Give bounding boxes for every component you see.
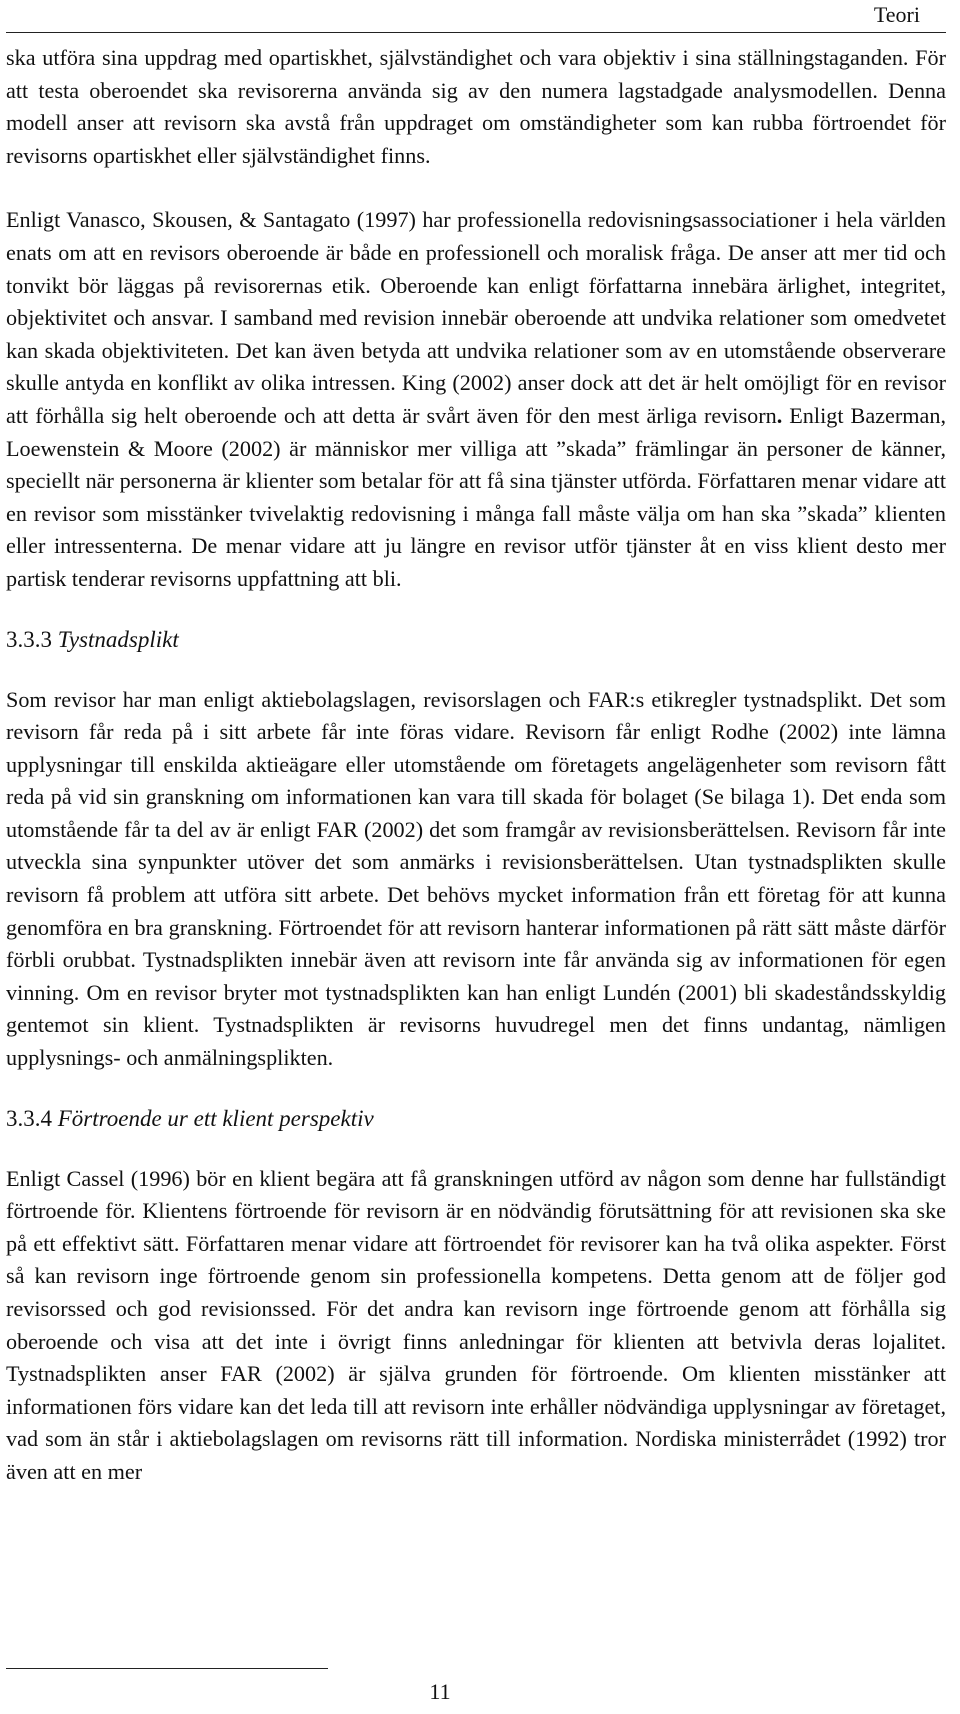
running-title: Teori bbox=[873, 2, 920, 27]
paragraph-oberoende-part-1: Enligt Vanasco, Skousen, & Santagato (1997) har professionella redovisningsassociationer i hela världen enats om att en revisors oberoende är både en professionell och moralisk fråga. De anser att mer tid och tonvikt bör läggas på revisorernas etik. Oberoende kan enligt författarna innebära ärlighet, integritet, objektivitet och ansvar. I samband med revision innebär oberoende att undvika relationer som omedvetet kan skada objektiviteten. Det kan även betyda att undvika relationer som av en utomstående observerare skulle antyda en konflikt av olika intressen. King (2002) anser dock att det är helt omöjligt för en revisor att förhålla sig helt oberoende och att detta är svårt även för den mest ärliga revisorn bbox=[6, 207, 946, 428]
footer-rule bbox=[6, 1668, 328, 1669]
page-content bbox=[6, 42, 946, 1489]
paragraph-oberoende-part-2: Enligt Bazerman, Loewenstein & Moore (2002) är människor mer villiga att ”skada” främlingar än personer de känner, speciellt när personerna är klienter som betalar för att få sina tjänster utförda. Författaren menar vidare att en revisor som misstänker tvivelaktig redovisning i många fall måste välja om han ska ”skada” klienten eller intressenterna. De menar vidare att ju längre en revisor utför tjänster åt en viss klient desto mer partisk tenderar revisorns uppfattning att bli. bbox=[6, 402, 946, 591]
section-spacer bbox=[6, 596, 946, 624]
page-number: 11 bbox=[429, 1679, 451, 1704]
paragraph-opartiskhet: ska utföra sina uppdrag med opartiskhet, självständighet och vara objektiv i sina ställningstaganden. För att testa oberoendet ska revisorerna använda sig av den numera lagstadgade analysmodellen. Denna modell anser att revisorn ska avstå från uppdraget om omständigheter som kan rubba förtroendet för revisorns opartiskhet eller självständighet finns. bbox=[6, 45, 946, 168]
section-number: 3.3.3 bbox=[6, 626, 52, 652]
header-rule bbox=[6, 32, 946, 33]
section-number: 3.3.4 bbox=[6, 1105, 52, 1131]
section-spacer bbox=[6, 656, 946, 684]
running-header bbox=[0, 0, 960, 34]
section-spacer bbox=[6, 1075, 946, 1103]
paragraph-oberoende bbox=[6, 204, 946, 595]
bold-period: . bbox=[776, 402, 783, 428]
paragraph-fortroende: Enligt Cassel (1996) bör en klient begära att få granskningen utförd av någon som denne har fullständigt förtroende för. Klientens förtroende för revisorn är en nödvändig förutsättning för att revisionen ska ske på ett effektivt sätt. Författaren menar vidare att förtroendet för revisorer kan ha två olika aspekter. Först så kan revisorn inge förtroende genom sin professionella kompetens. Detta genom att de följer god revisorssed och god revisionssed. För det andra kan revisorn inge förtroende genom att förhålla sig oberoende och visa att det inte i övrigt finns anledningar för klienten att betvivla deras lojalitet. Tystnadsplikten anser FAR (2002) är själva grunden för förtroende. Om klienten misstänker att informationen förs vidare kan det leda till att revisorn inte erhåller nödvändiga upplysningar av företaget, vad som än står i aktiebolagslagen om revisorns rätt till information. Nordiska ministerrådet (1992) tror även att en mer bbox=[6, 1165, 946, 1484]
section-heading-fortroende bbox=[6, 1103, 946, 1135]
section-heading-tystnadsplikt bbox=[6, 624, 946, 656]
section-title: Tystnadsplikt bbox=[57, 626, 179, 652]
paragraph-spacer bbox=[6, 172, 946, 204]
paragraph-tystnadsplikt: Som revisor har man enligt aktiebolagslagen, revisorslagen och FAR:s etikregler tystnadsplikt. Det som revisorn får reda på i sitt arbete får inte föras vidare. Revisorn får enligt Rodhe (2002) inte lämna upplysningar till enskilda aktieägare eller utomstående om företagets angelägenheter som revisorn fått reda på vid sin granskning om informationen kan vara till skada för bolaget (Se bilaga 1). Det enda som utomstående får ta del av är enligt FAR (2002) det som framgår av revisionsberättelsen. Revisorn får inte utveckla sina synpunkter utöver det som anmärks i revisionsberättelsen. Utan tystnadsplikten skulle revisorn få problem att utföra sitt arbete. Det behövs mycket information från ett företag för att kunna genomföra en bra granskning. Förtroendet för att revisorn hanterar informationen på rätt sätt måste därför förbli orubbat. Tystnadsplikten innebär även att revisorn inte får använda sig av informationen för egen vinning. Om en revisor bryter mot tystnadsplikten kan han enligt Lundén (2001) bli skadeståndsskyldig gentemot sin klient. Tystnadsplikten är revisorns huvudregel men det finns undantag, nämligen upplysnings- och anmälningsplikten. bbox=[6, 686, 946, 1071]
section-title: Förtroende ur ett klient perspektiv bbox=[57, 1105, 374, 1131]
section-spacer bbox=[6, 1135, 946, 1163]
